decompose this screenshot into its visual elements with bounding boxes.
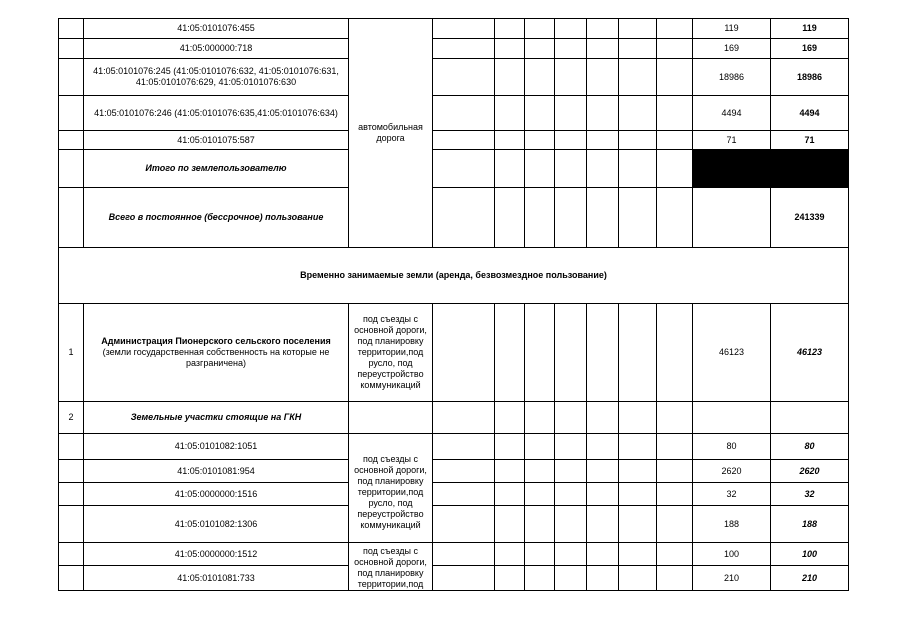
purpose-cell: автомобильная дорога [349,19,433,248]
table-row [59,543,849,566]
owner-note: (земли государственная собственность на которые не разграничена) [102,347,330,368]
cadastral-number: 41:05:0000000:1512 [84,543,349,566]
table-row [59,39,849,59]
area-value: 169 [693,39,771,59]
section-heading-row [59,248,849,304]
area-value: 119 [693,19,771,39]
cadastral-number: 41:05:0101075:587 [84,131,349,150]
cadastral-number: 41:05:0101082:1051 [84,434,349,460]
section-title: Временно занимаемые земли (аренда, безвозмездное пользование) [59,248,849,304]
table-row [59,434,849,460]
area-value: 100 [693,543,771,566]
purpose-cell: под съезды с основной дороги, под планировку территории,под русло, под переустройство коммуникаций [349,434,433,543]
area-total: 32 [771,483,849,506]
area-total: 80 [771,434,849,460]
area-value: 4494 [693,96,771,131]
total-row [59,188,849,248]
total-permanent-label: Всего в постоянное (бессрочное) пользование [84,188,349,248]
table-row [59,304,849,402]
area-value: 210 [693,566,771,591]
cadastral-number: 41:05:0000000:1516 [84,483,349,506]
owner-name: Администрация Пионерского сельского поселения [101,336,331,346]
row-number [59,19,84,39]
purpose-cell: под съезды с основной дороги, под планировку территории,под [349,543,433,591]
area-total: 210 [771,566,849,591]
table-row [59,19,849,39]
table-row [59,506,849,543]
cadastral-number: 41:05:0101081:954 [84,460,349,483]
area-value: 188 [693,506,771,543]
area-total: 169 [771,39,849,59]
cadastral-number: 41:05:0101076:246 (41:05:0101076:635,41:05:0101076:634) [84,96,349,131]
cadastral-number: 41:05:0101081:733 [84,566,349,591]
area-total: 188 [771,506,849,543]
group-label: Земельные участки стоящие на ГКН [84,402,349,434]
subtotal-label: Итого по землепользователю [84,150,349,188]
area-total: 46123 [771,304,849,402]
redacted-cell [693,150,849,188]
area-value: 80 [693,434,771,460]
area-value: 71 [693,131,771,150]
table-row [59,59,849,96]
area-total: 100 [771,543,849,566]
owner-cell [84,304,349,402]
cadastral-number: 41:05:0101076:245 (41:05:0101076:632, 41:05:0101076:631, 41:05:0101076:629, 41:05:0101076:630 [84,59,349,96]
table-row [59,96,849,131]
total-permanent-value: 241339 [771,188,849,248]
cadastral-number: 41:05:000000:718 [84,39,349,59]
subtotal-row [59,150,849,188]
row-number: 2 [59,402,84,434]
table-row [59,483,849,506]
area-total: 18986 [771,59,849,96]
area-value: 46123 [693,304,771,402]
area-total: 119 [771,19,849,39]
land-allocation-table [58,18,849,591]
table-row [59,460,849,483]
row-number: 1 [59,304,84,402]
area-value: 18986 [693,59,771,96]
table-row [59,402,849,434]
table-row [59,566,849,591]
cadastral-number: 41:05:0101076:455 [84,19,349,39]
area-value: 32 [693,483,771,506]
area-total: 2620 [771,460,849,483]
area-total: 71 [771,131,849,150]
purpose-cell: под съезды с основной дороги, под планировку территории,под русло, под переустройство коммуникаций [349,304,433,402]
area-total: 4494 [771,96,849,131]
area-value: 2620 [693,460,771,483]
table-row [59,131,849,150]
cadastral-number: 41:05:0101082:1306 [84,506,349,543]
